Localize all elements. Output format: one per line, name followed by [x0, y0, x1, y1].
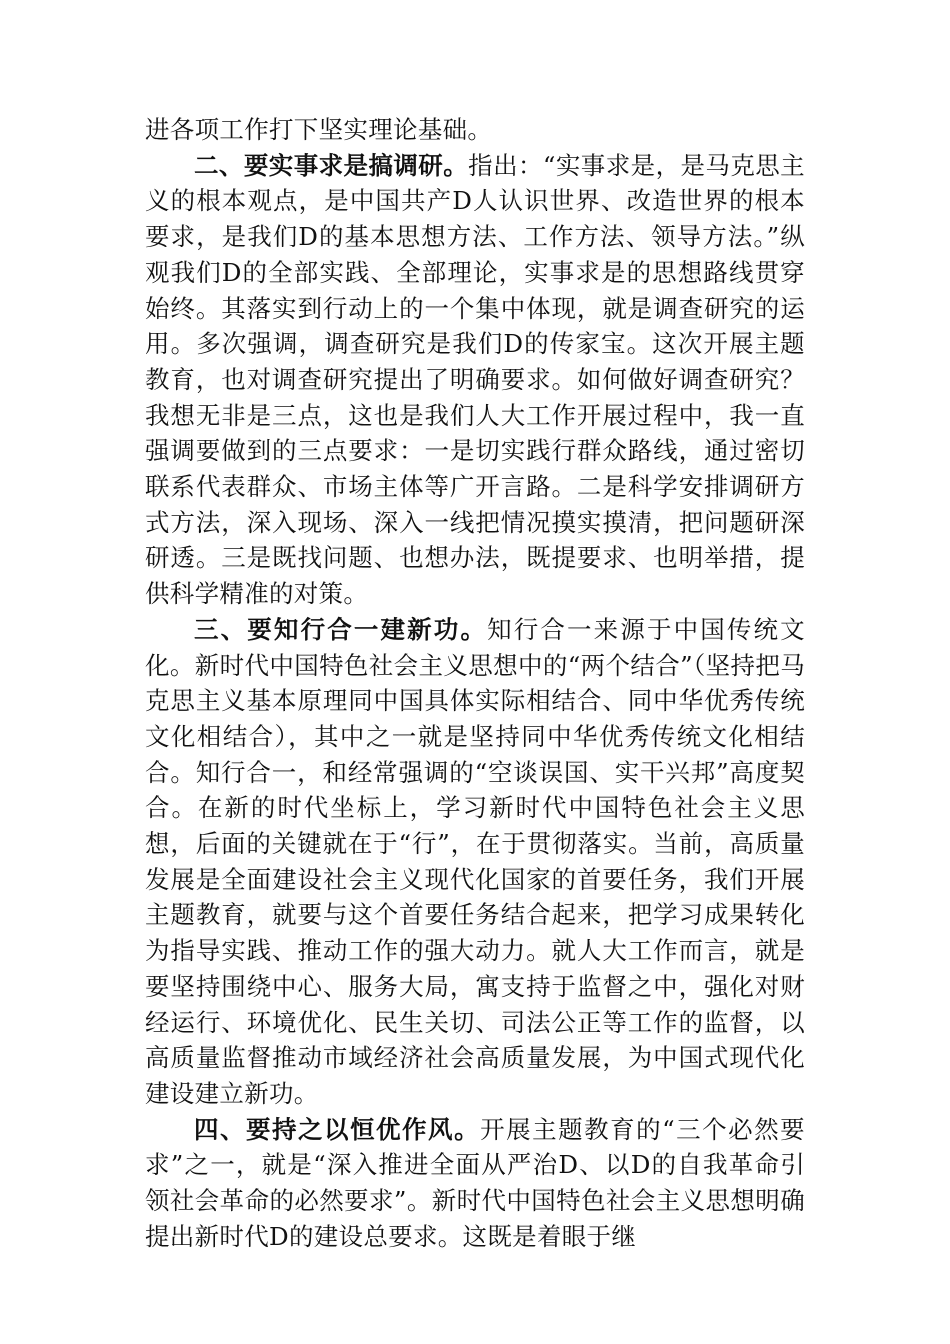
section-heading: 二、要实事求是搞调研。 — [194, 150, 469, 180]
paragraph-text: 知行合一来源于中国传统文化。新时代中国特色社会主义思想中的“两个结合”（坚持把马克思主义基本原理同中国具体实际相结合、同中华优秀传统文化相结合），其中之一就是坚持同中华优秀传统文化相结合。知行合一，和经常强调的“空谈误国、实干兴邦”高度契合。在新的时代坐标上，学习新时代中国特色社会主义思想，后面的关键就在于“行”，在于贯彻落实。当前，高质量发展是全面建设社会主义现代化国家的首要任务，我们开展主题教育，就要与这个首要任务结合起来，把学习成果转化为指导实践、推动工作的强大动力。就人大工作而言，就是要坚持围绕中心、服务大局，寓支持于监督之中，强化对财经运行、环境优化、民生关切、司法公正等工作的监督，以高质量监督推动市域经济社会高质量发展，为中国式现代化建设建立新功。 — [145, 614, 805, 1108]
paragraph-continuation — [145, 112, 805, 148]
paragraph-text: 指出：“实事求是，是马克思主义的根本观点，是中国共产D人认识世界、改造世界的根本要求，是我们D的基本思想方法、工作方法、领导方法。”纵观我们D的全部实践、全部理论，实事求是的思想路线贯穿始终。其落实到行动上的一个集中体现，就是调查研究的运用。多次强调，调查研究是我们D的传家宝。这次开展主题教育，也对调查研究提出了明确要求。如何做好调查研究？我想无非是三点，这也是我们人大工作开展过程中，我一直强调要做到的三点要求：一是切实践行群众路线，通过密切联系代表群众、市场主体等广开言路。二是科学安排调研方式方法，深入现场、深入一线把情况摸实摸清，把问题研深研透。三是既找问题、也想办法，既提要求、也明举措，提供科学精准的对策。 — [145, 150, 805, 609]
paragraph-text: 进各项工作打下坚实理论基础。 — [145, 115, 493, 144]
section-heading: 四、要持之以恒优作风。 — [194, 1114, 481, 1144]
paragraph-section-3 — [145, 612, 805, 1112]
section-heading: 三、要知行合一建新功。 — [194, 614, 488, 644]
paragraph-text: 开展主题教育的“三个必然要求”之一，就是“深入推进全面从严治D、以D的自我革命引领社会革命的必然要求”。新时代中国特色社会主义思想明确提出新时代D的建设总要求。这既是着眼于继 — [145, 1114, 805, 1251]
paragraph-section-4 — [145, 1112, 805, 1255]
document-page — [145, 112, 805, 1255]
paragraph-section-2 — [145, 148, 805, 612]
